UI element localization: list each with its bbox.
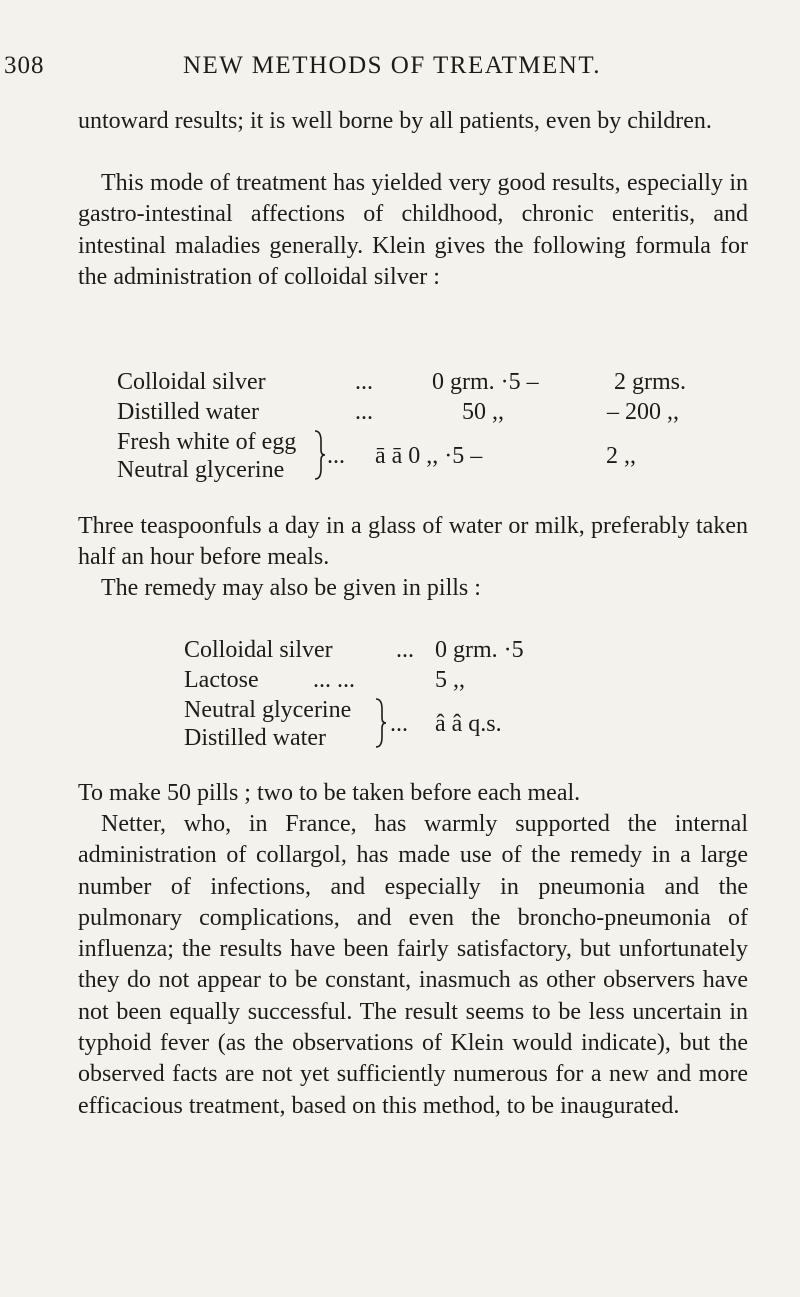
formula1-ingredient-2: Distilled water <box>117 399 259 425</box>
formula2-dots-2: ... ... <box>313 667 355 693</box>
formula-table-2 <box>184 635 744 775</box>
formula1-dots-3: ... <box>327 443 345 469</box>
formula1-brace <box>313 429 325 488</box>
formula-table-1 <box>117 367 757 507</box>
formula1-ingredient-4: Neutral glycerine <box>117 457 285 483</box>
formula1-dots-1: ... <box>355 369 373 395</box>
formula2-ingredient-2: Lactose <box>184 667 259 693</box>
formula2-brace <box>374 697 386 756</box>
paragraph-6: Netter, who, in France, has warmly supported the internal administration of collargol, has made use of the remedy in a large number of infections, and especially in pneumonia and the pulmonary complications, and even the broncho-pneumonia of influenza; the results have been fairly satisfactory, but unfortunately they do not appear to be constant, inasmuch as other observers have not been equally successful. The result seems to be less uncertain in typhoid fever (as the observations of Klein would indicate), but the observed facts are not yet sufficiently numerous for a new and more efficacious treatment, based on this method, to be inaugurated. <box>78 811 748 1119</box>
formula1-quantity-1b: 2 grms. <box>614 369 686 395</box>
formula1-ingredient-1: Colloidal silver <box>117 369 266 395</box>
paragraph-4: The remedy may also be given in pills : <box>101 575 481 601</box>
formula2-quantity-1: 0 grm. ·5 <box>435 637 524 663</box>
page-number: 308 <box>4 52 45 79</box>
paragraph-5: To make 50 pills ; two to be taken before each meal. <box>78 780 581 806</box>
formula2-dots-1: ... <box>396 637 414 663</box>
formula2-ingredient-3: Neutral glycerine <box>184 697 352 723</box>
formula1-quantity-3: ā ā 0 ,, ·5 – <box>375 443 483 469</box>
formula1-ingredient-3: Fresh white of egg <box>117 429 297 455</box>
formula1-dots-2: ... <box>355 399 373 425</box>
paragraph-1: untoward results; it is well borne by all patients, even by children. <box>78 108 712 134</box>
formula2-quantity-3: â â q.s. <box>435 711 502 737</box>
paragraph-2: This mode of treatment has yielded very good results, especially in gastro-intestinal affections of childhood, chronic enteritis, and intestinal maladies generally. Klein gives the following formula for the administration of colloidal silver : <box>78 170 748 290</box>
formula2-ingredient-4: Distilled water <box>184 725 326 751</box>
formula2-ingredient-1: Colloidal silver <box>184 637 333 663</box>
paragraph-3: Three teaspoonfuls a day in a glass of water or milk, preferably taken half an hour before meals. <box>78 513 748 571</box>
formula1-quantity-3b: 2 ,, <box>606 443 636 469</box>
formula2-quantity-2: 5 ,, <box>435 667 465 693</box>
formula2-dots-3: ... <box>390 711 408 737</box>
formula1-quantity-2: 50 ,, <box>462 399 504 425</box>
formula1-quantity-2b: – 200 ,, <box>607 399 679 425</box>
running-title: NEW METHODS OF TREATMENT. <box>182 52 602 79</box>
formula1-quantity-1: 0 grm. ·5 – <box>432 369 539 395</box>
